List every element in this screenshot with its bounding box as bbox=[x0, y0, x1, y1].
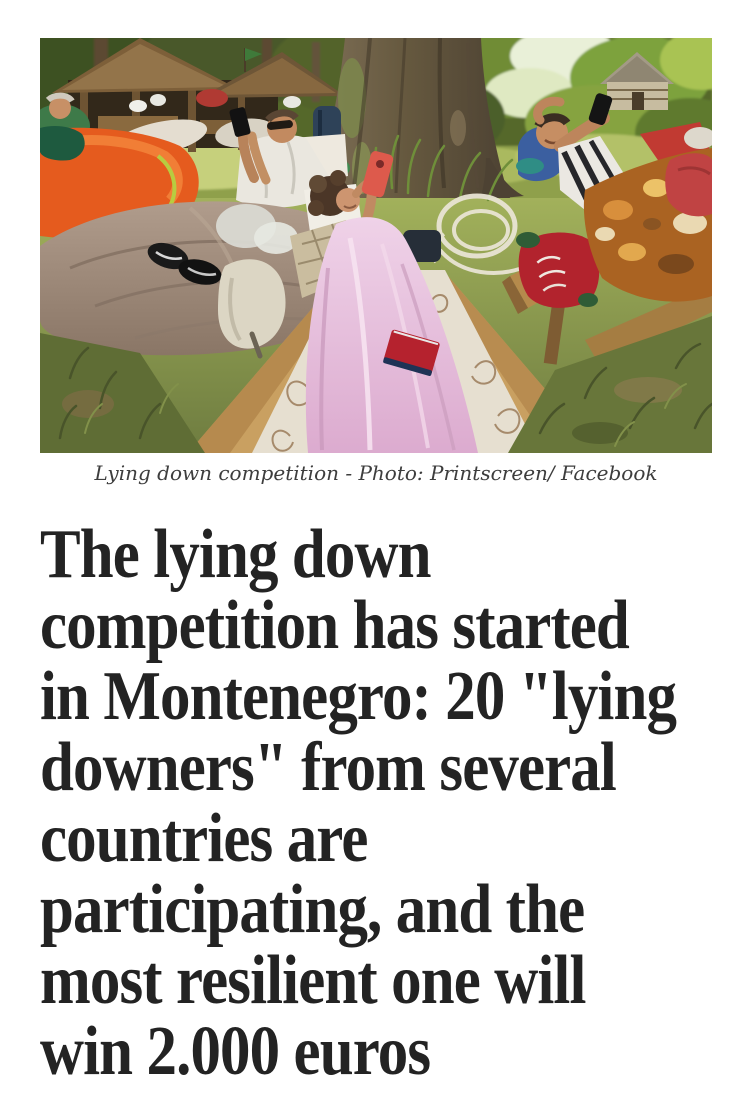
headline-line: competition has started bbox=[40, 587, 629, 664]
headline-line: participating, and the bbox=[40, 871, 585, 948]
article-figure bbox=[40, 38, 712, 487]
headline-line: downers" from several bbox=[40, 729, 616, 806]
article-headline bbox=[40, 516, 712, 1090]
photo-red-bag bbox=[516, 232, 599, 308]
headline-line: most resilient one will bbox=[40, 942, 586, 1019]
photo-illustration bbox=[40, 38, 712, 453]
headline-line: win 2.000 euros bbox=[40, 1013, 431, 1090]
headline-line: in Montenegro: 20 "lying bbox=[40, 658, 677, 735]
headline-line: The lying down bbox=[40, 516, 431, 593]
photo-caption: Lying down competition - Photo: Printscreen/ Facebook bbox=[94, 461, 658, 485]
article-photo bbox=[40, 38, 712, 453]
article-page bbox=[40, 38, 712, 1090]
headline-line: countries are bbox=[40, 800, 368, 877]
